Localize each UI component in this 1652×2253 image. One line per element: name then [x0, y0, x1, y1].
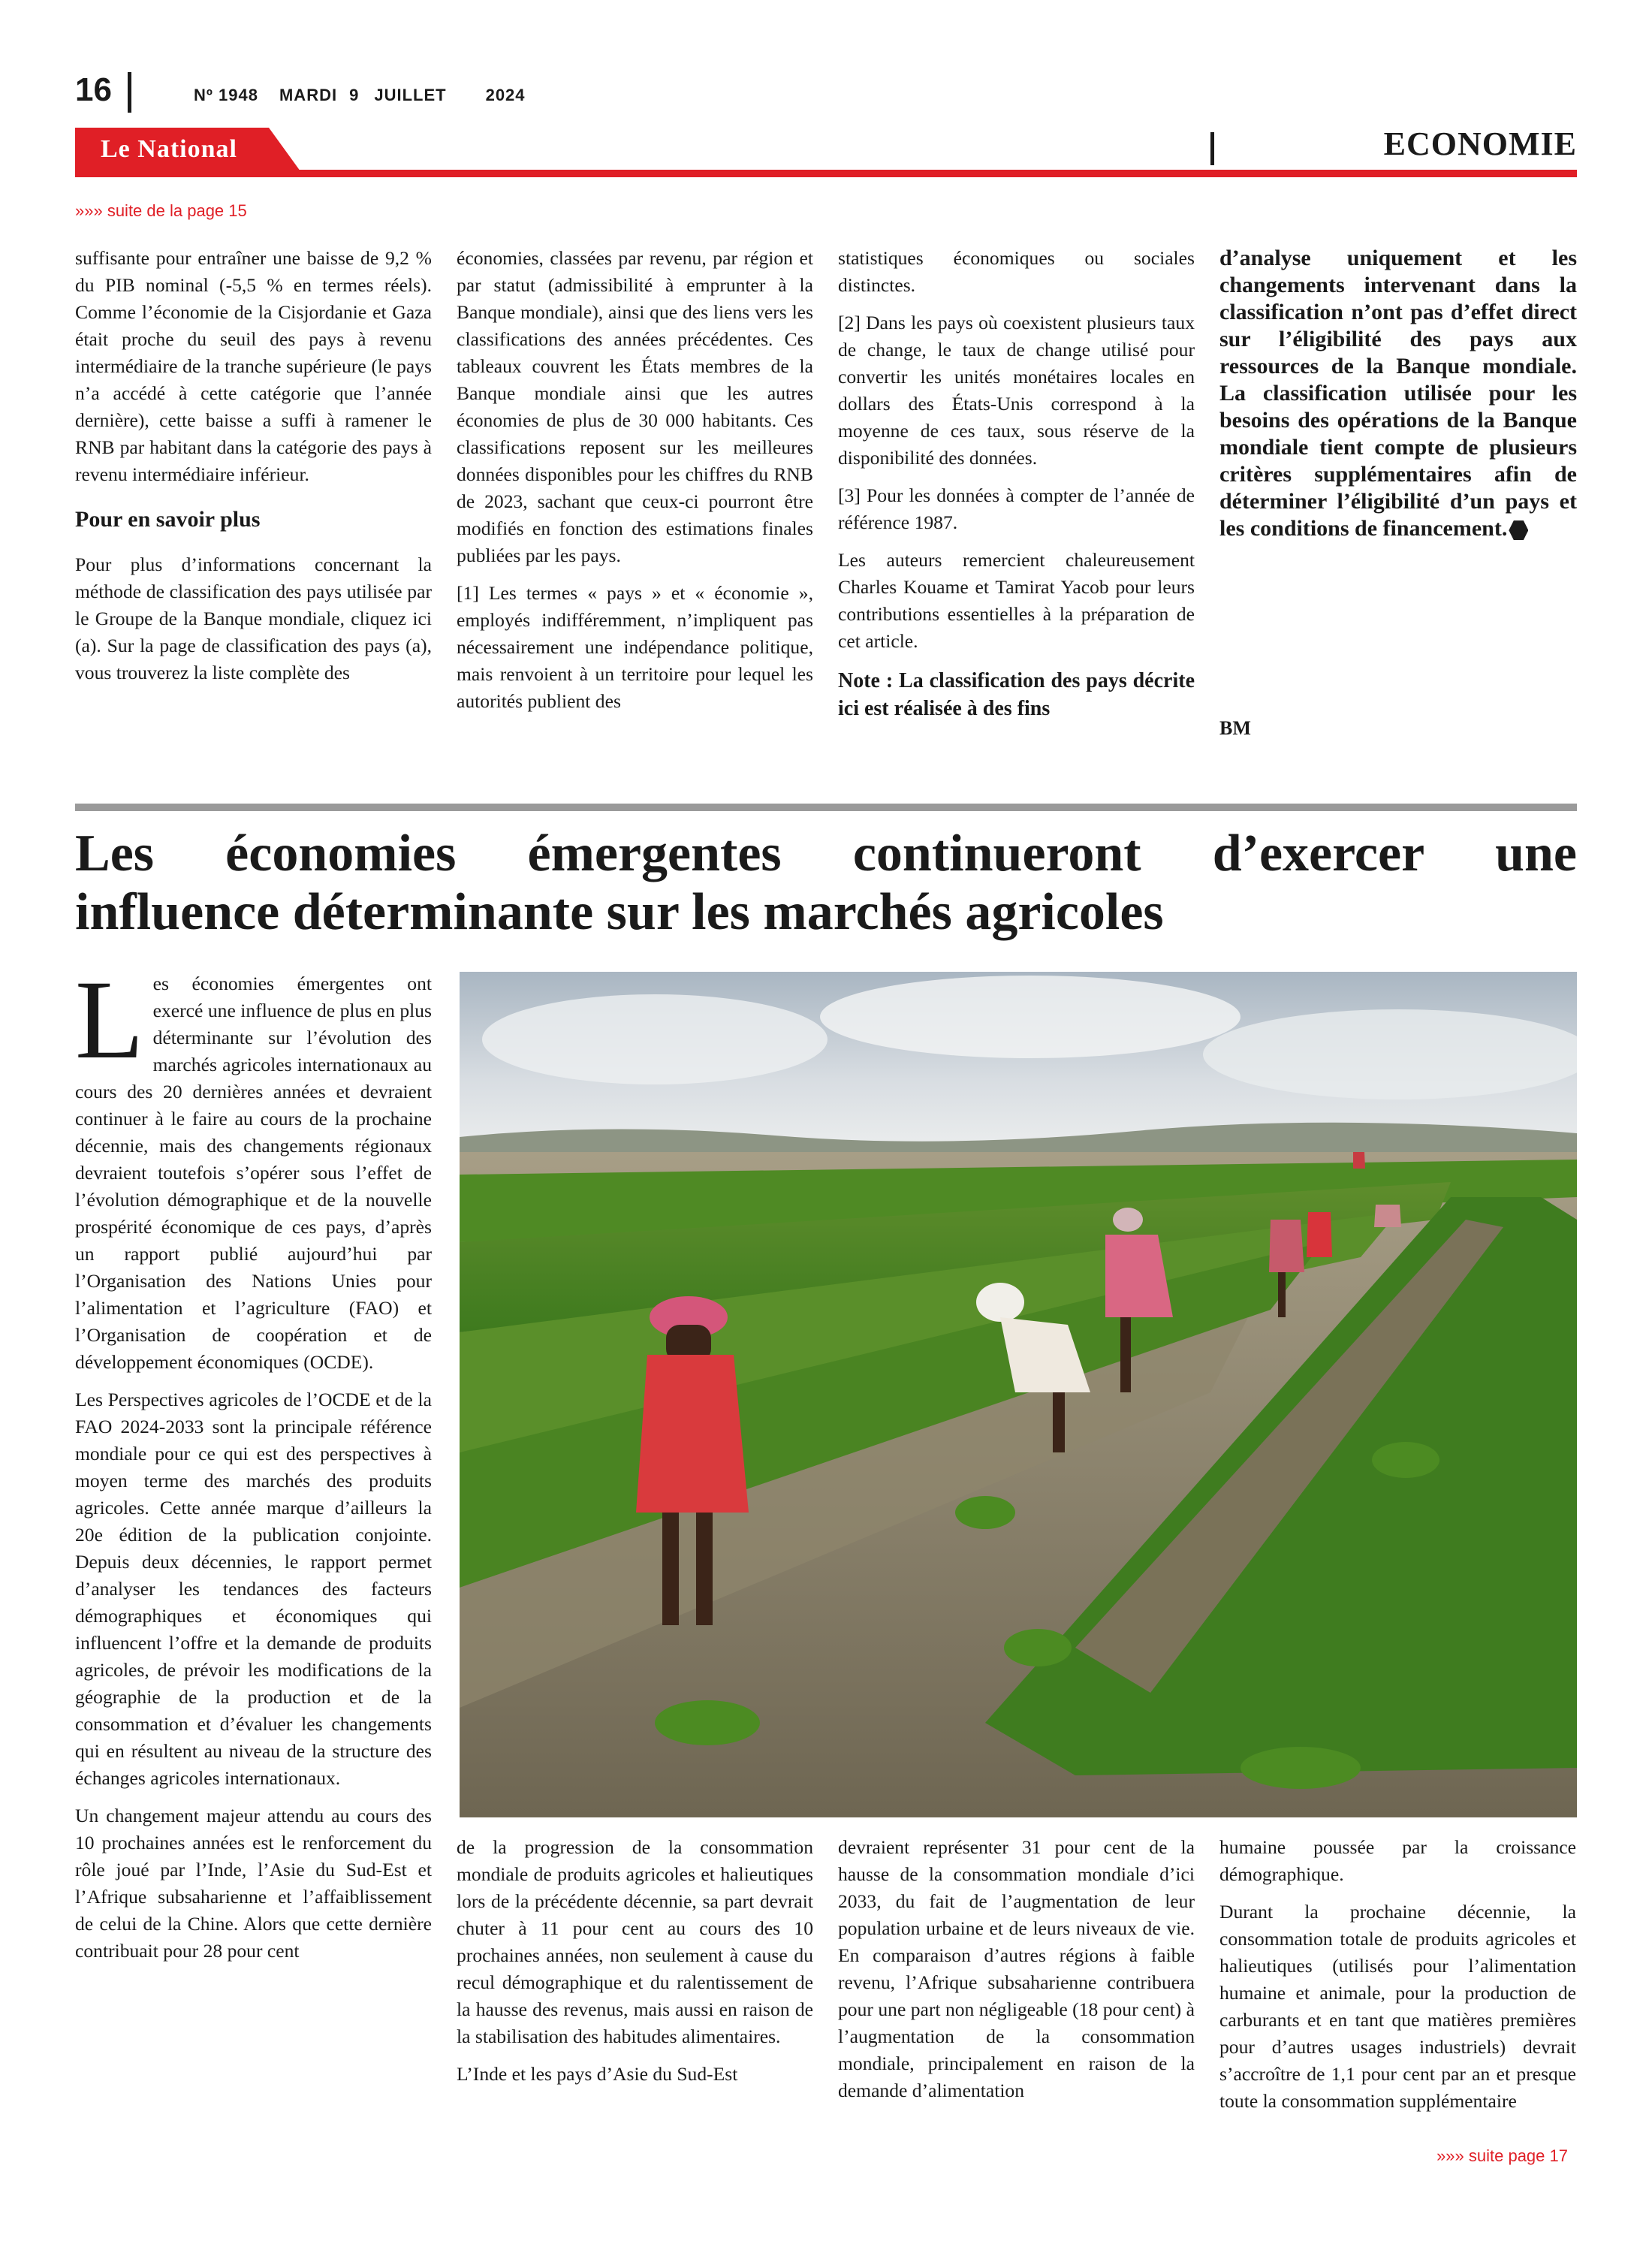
- headline-line-1: Les économies émergentes continueront d’exercer une: [75, 825, 1577, 882]
- photo-illustration: [460, 972, 1577, 1817]
- continued-to-link[interactable]: »»» suite page 17: [1436, 2146, 1568, 2165]
- issue-number: Nº 1948: [194, 86, 258, 104]
- page-number-divider: [128, 72, 131, 113]
- continued-from-link[interactable]: »»» suite de la page 15: [75, 201, 247, 220]
- article-column-3-bottom: [838, 1834, 1195, 2115]
- paragraph: économies, classées par revenu, par région et par statut (admissibilité à emprunter à la Banque mondiale), ainsi que des liens vers les classifications des années précédentes. Ces tableaux couvrent les États membres de la Banque mondiale ainsi que les autres économies de plus de 30 000 habitants. Ces classifications reposent sur les meilleures données disponibles pour les chiffres du RNB de 2023, sachant que ceux-ci pourront être modifiés en fonction des estimations finales publiées par les pays.: [457, 247, 813, 566]
- article-column-4-bottom: [1219, 1834, 1576, 2125]
- article-column-2-bottom: [457, 1834, 813, 2098]
- headline-line-2: influence déterminante sur les marchés agricoles: [75, 883, 1164, 941]
- paragraph: de la progression de la consommation mondiale de produits agricoles et halieutiques lors de la précédente décennie, sa part devrait chuter à 11 pour cent au cours des 10 prochaines années, non seulement à cause du recul démographique et du ralentissement de la hausse des revenus, mais aussi en raison de la stabilisation des habitudes alimentaires.: [457, 1836, 813, 2047]
- note-text: d’analyse uniquement et les changements intervenant dans la classification n’ont pas d’effet direct sur l’éligibilité des pays aux ressources de la Banque mondiale. La classification utilisée pour les besoins des opérations de la Banque mondiale tient compte de plusieurs critères supplémentaires afin de déterminer l’éligibilité d’un pays et les conditions de financement.: [1219, 246, 1577, 541]
- paragraph: suffisante pour entraîner une baisse de 9,2 % du PIB nominal (-5,5 % en termes réels). Comme l’économie de la Cisjordanie et Gaza était proche du seuil des pays à revenu intermédiaire de la tranche supérieure (le pays n’a accédé à cette catégorie que l’année dernière), cette baisse a suffi à ramener le RNB par habitant dans la catégorie des pays à revenu intermédiaire inférieur.: [75, 247, 432, 485]
- footnote: [1] Les termes « pays » et « économie », employés indifféremment, n’impliquent pas nécessairement une indépendance politique, mais renvoient à un territoire pour lequel les autorités publient des: [457, 582, 813, 712]
- issue-line: [194, 86, 526, 105]
- article-column-1: [75, 245, 432, 697]
- lead-paragraph: [75, 958, 432, 1376]
- article-column-3: [838, 245, 1195, 733]
- paragraph: Pour plus d’informations concernant la méthode de classification des pays utilisée par le Groupe de la Banque mondiale, cliquez ici (a). Sur la page de classification des pays (a), vous trouverez la liste complète des: [75, 553, 432, 683]
- paragraph: L’Inde et les pays d’Asie du Sud-Est: [457, 2063, 738, 2085]
- paragraph: Les Perspectives agricoles de l’OCDE et de la FAO 2024-2033 sont la principale référence mondiale pour ce qui est des perspectives à moyen terme des marchés des produits agricoles. Cette année marque d’ailleurs la 20e édition de la publication conjointe. Depuis deux décennies, le rapport permet d’analyser les tendances des facteurs démographiques et économiques qui influencent l’offre et la demande de produits agricoles, de prévoir les modifications de la géographie de la production et de la consommation et d’évaluer les changements qui en résultent au niveau de la structure des échanges agricoles internationaux.: [75, 1389, 432, 1789]
- subheading: Pour en savoir plus: [75, 507, 261, 532]
- paragraph: Un changement majeur attendu au cours des 10 prochaines années est le renforcement du rôle joué par l’Inde, l’Asie du Sud-Est et l’Afrique subsaharienne et l’affaiblissement de celui de la Chine. Alors que cette dernière contribuait pour 28 pour cent: [75, 1805, 432, 1962]
- issue-year: 2024: [485, 86, 526, 104]
- section-title: ECONOMIE: [1383, 125, 1577, 162]
- article-column-2: [457, 245, 813, 725]
- byline: BM: [1219, 717, 1251, 739]
- rice-field-photo: [460, 972, 1577, 1817]
- issue-day: 9: [349, 86, 360, 104]
- brand-logo-text: Le National: [101, 135, 237, 163]
- footnote: [3] Pour les données à compter de l’année de référence 1987.: [838, 484, 1195, 533]
- issue-month: JUILLET: [374, 86, 447, 104]
- paragraph: humaine poussée par la croissance démographique.: [1219, 1836, 1576, 1885]
- page-number: 16: [75, 71, 112, 108]
- lead-text: es économies émergentes ont exercé une influence de plus en plus déterminante sur l’évolution des marchés agricoles internationaux au cours des 20 dernières années et devraient continuer à le faire au cours de la prochaine décennie, mais des changements régionaux devraient toutefois s’opérer sous l’effet de l’évolution démographique et de la nouvelle prospérité économique de ces pays, d’après un rapport publié aujourd’hui par l’Organisation des Nations Unies pour l’alimentation et l’agriculture (FAO) et l’Organisation de coopération et de développement économiques (OCDE).: [75, 973, 432, 1373]
- article-column-4: [1219, 245, 1577, 553]
- note-bold-continued: [1219, 245, 1577, 542]
- article-headline: [75, 825, 1577, 942]
- paragraph: Durant la prochaine décennie, la consommation totale de produits agricoles et halieutiques (utilisés pour l’alimentation humaine et animale, pour la production de carburants et en tant que matières premières pour d’autres usages industriels) devrait s’accroître de 1,1 pour cent par an et presque toute la consommation supplémentaire: [1219, 1901, 1576, 2112]
- note-bold: Note : La classification des pays décrite ici est réalisée à des fins: [838, 669, 1195, 720]
- section-divider-rule: [75, 804, 1577, 811]
- paragraph: devraient représenter 31 pour cent de la hausse de la consommation mondiale d’ici 2033, du fait de l’augmentation de leur population urbaine et de leurs niveaux de vie. En comparaison d’autres régions à faible revenu, l’Afrique subsaharienne contribuera pour une part non négligeable (18 pour cent) à l’augmentation de la consommation mondiale, principalement en raison de la demande d’alimentation: [838, 1836, 1195, 2101]
- header-red-rule: [75, 170, 1577, 177]
- section-divider: [1210, 132, 1214, 165]
- paragraph: statistiques économiques ou sociales distinctes.: [838, 247, 1195, 296]
- end-of-article-icon: [1509, 520, 1528, 540]
- article-lead-column: [75, 958, 432, 1975]
- footnote: [2] Dans les pays où coexistent plusieurs taux de change, le taux de change utilisé pour convertir les unités monétaires locales en dollars des États-Unis correspond à la moyenne de ces taux, sous réserve de la disponibilité des données.: [838, 312, 1195, 469]
- issue-weekday: MARDI: [279, 86, 338, 104]
- drop-cap: L: [75, 958, 144, 1082]
- acknowledgements: Les auteurs remercient chaleureusement Charles Kouame et Tamirat Yacob pour leurs contributions essentielles à la préparation de cet article.: [838, 549, 1195, 652]
